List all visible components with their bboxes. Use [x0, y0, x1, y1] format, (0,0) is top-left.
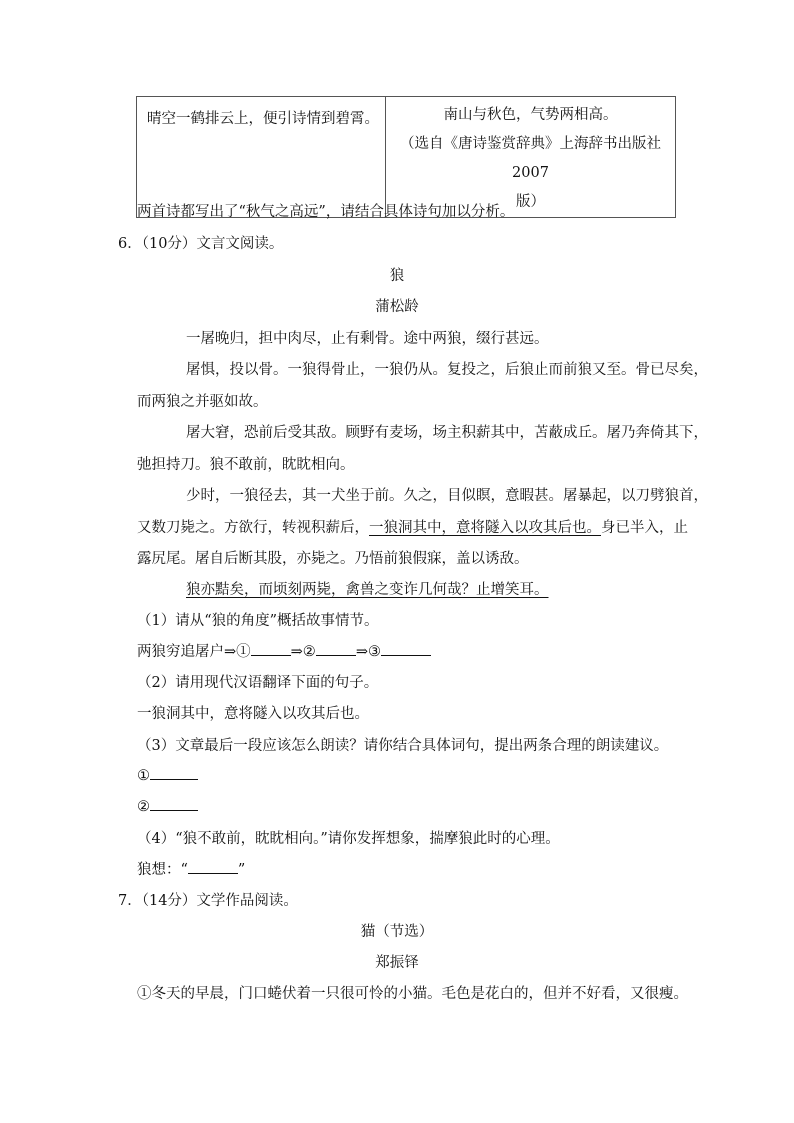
answer-blank-2[interactable]	[316, 641, 356, 656]
question-5-prompt: 两首诗都写出了“秋气之高远”，请结合具体诗句加以分析。	[137, 204, 515, 220]
answer-blank-3[interactable]	[381, 641, 431, 656]
q6-translation-sentence: 一狼洞其中，意将隧入以攻其后也。	[137, 706, 369, 722]
q6-text-title: 狼	[389, 268, 405, 284]
q6-paragraph-3-line-2: 弛担持刀。狼不敢前，眈眈相向。	[137, 457, 355, 473]
q6-subquestion-2: （2）请用现代汉语翻译下面的句子。	[137, 675, 379, 691]
wolf-thought-label: 狼想：“	[137, 862, 188, 878]
poem-source-line-end: 版）	[516, 194, 545, 210]
plot-step-2-label: ⇒②	[290, 644, 316, 660]
q6-paragraph-1: 一屠晚归，担中肉尽，止有剩骨。途中两狼，缀行甚远。	[186, 331, 549, 347]
q7-paragraph-1: ①冬天的早晨，门口蜷伏着一只很可怜的小猫。毛色是花白的，但并不好看，又很瘦。	[137, 986, 688, 1002]
q6-underlined-sentence: 一狼洞其中，意将隧入以攻其后也。	[369, 520, 601, 536]
q6-paragraph-2-line-1: 屠惧，投以骨。一狼得骨止，一狼仍从。复投之，后狼止而前狼又至。骨已尽矣，	[186, 362, 708, 378]
question-6-heading: 6．（10分）文言文阅读。	[118, 236, 284, 252]
q7-text-author: 郑振铎	[375, 955, 419, 971]
q6-paragraph-4-line-1: 少时，一狼径去，其一犬坐于前。久之，目似瞑，意暇甚。屠暴起，以刀劈狼首，	[186, 488, 708, 504]
q6-reading-suggestion-2	[137, 796, 198, 815]
q6-paragraph-2-line-2: 而两狼之并驱如故。	[137, 394, 268, 410]
suggestion-1-marker: ①	[137, 768, 150, 784]
q6-paragraph-4-line-3: 露尻尾。屠自后断其股，亦毙之。乃悟前狼假寐，盖以诱敌。	[137, 551, 529, 567]
q6-paragraph-5-underlined: 狼亦黠矣，而顷刻两毙，禽兽之变诈几何哉？止增笑耳。	[186, 582, 549, 598]
plot-step-start: 两狼穷追屠户⇒①	[137, 644, 251, 660]
suggestion-2-marker: ②	[137, 799, 150, 815]
q6-reading-suggestion-1	[137, 765, 198, 784]
poem-source-line: （选自《唐诗鉴赏辞典》上海辞书出版社 2007	[400, 136, 661, 181]
q7-text-title: 猫（节选）	[360, 924, 434, 940]
q6-subquestion-1: （1）请从“狼的角度”概括故事情节。	[137, 613, 379, 629]
answer-blank-wolf-thought[interactable]	[188, 859, 238, 874]
q6-subquestion-3: （3）文章最后一段应该怎么朗读？请你结合具体词句，提出两条合理的朗读建议。	[137, 738, 669, 754]
poem-left-line: 晴空一鹤排云上，便引诗情到碧霄。	[147, 111, 379, 127]
q6-subquestion-1-answer-line	[137, 640, 431, 661]
q6-wolf-thought-line	[137, 858, 245, 879]
q6-subquestion-4: （4）“狼不敢前，眈眈相向。”请你发挥想象，揣摩狼此时的心理。	[137, 831, 560, 847]
q6-p4-text-end: 身已半入，止	[601, 520, 688, 536]
q6-p4-text: 又数刀毙之。方欲行，转视积薪后，	[137, 520, 369, 536]
answer-blank-suggestion-2[interactable]	[150, 796, 198, 811]
q6-text-author: 蒲松龄	[375, 299, 419, 315]
q6-paragraph-4-line-2	[137, 516, 688, 537]
question-7-heading: 7．（14分）文学作品阅读。	[118, 893, 298, 909]
q6-paragraph-3-line-1: 屠大窘，恐前后受其敌。顾野有麦场，场主积薪其中，苫蔽成丘。屠乃奔倚其下，	[186, 425, 708, 441]
poem-right-line: 南山与秋色，气势两相高。	[443, 107, 618, 123]
plot-step-3-label: ⇒③	[355, 644, 381, 660]
wolf-thought-close-quote: ”	[237, 862, 246, 878]
answer-blank-suggestion-1[interactable]	[150, 765, 198, 780]
answer-blank-1[interactable]	[251, 641, 291, 656]
